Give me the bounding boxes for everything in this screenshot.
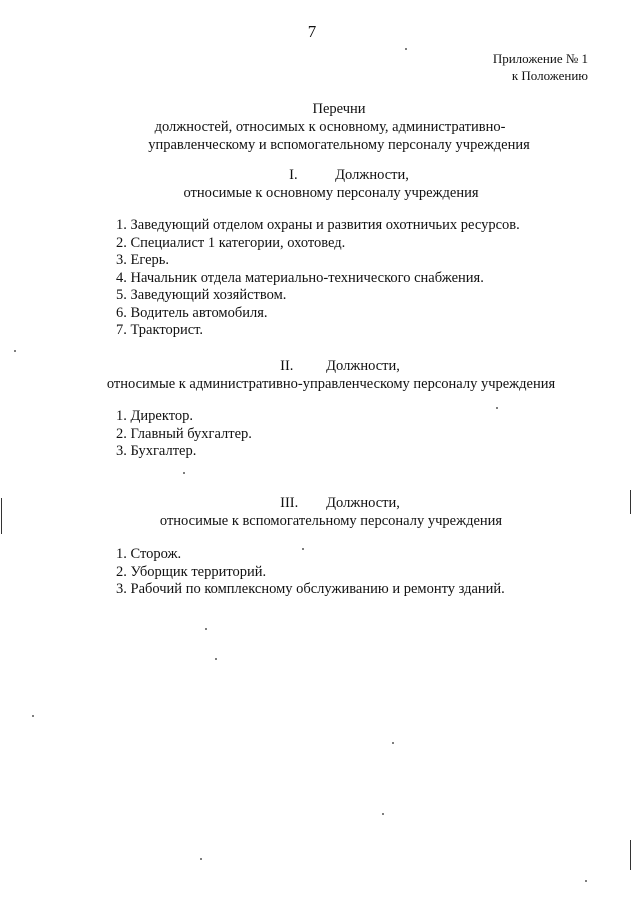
scan-edge-mark [630, 840, 631, 870]
appendix-line-2: к Положению [511, 68, 588, 83]
list-item: 3. Егерь. [116, 252, 170, 268]
scan-speck [200, 858, 202, 860]
list-item: 1. Сторож. [116, 546, 182, 562]
scan-speck [215, 658, 217, 660]
scan-speck [496, 407, 498, 409]
section-3-roman: III. [280, 495, 299, 511]
scan-speck [14, 350, 16, 352]
section-2-title: Должности, [326, 358, 400, 374]
appendix-reference [493, 50, 588, 84]
scan-edge-mark [1, 498, 2, 534]
page-number: 7 [307, 22, 317, 41]
scan-edge-mark [630, 490, 631, 514]
title-line-3: управленческому и вспомогательному персоналу учреждения [148, 137, 530, 153]
section-1-subtitle: относимые к основному персоналу учреждения [183, 185, 479, 201]
section-2-heading [0, 357, 640, 393]
list-item: 2. Главный бухгалтер. [116, 425, 252, 442]
list-item: 1. Директор. [116, 408, 193, 424]
section-3-heading [0, 494, 640, 530]
appendix-line-1: Приложение № 1 [492, 51, 588, 66]
list-item: 4. Начальник отдела материально-технического снабжения. [116, 269, 484, 286]
section-2-list [116, 408, 252, 461]
list-item: 7. Тракторист. [116, 322, 204, 338]
scan-speck [205, 628, 207, 630]
section-3-subtitle: относимые к вспомогательному персоналу учреждения [159, 513, 503, 529]
scan-speck [585, 880, 587, 882]
list-item: 2. Уборщик территорий. [116, 563, 267, 580]
scan-speck [382, 813, 384, 815]
section-3-list [116, 546, 505, 599]
scan-speck [392, 742, 394, 744]
section-1-roman: I. [289, 167, 298, 183]
list-item: 3. Бухгалтер. [116, 443, 197, 459]
scan-speck [405, 48, 407, 50]
scan-speck [32, 715, 34, 717]
section-2-roman: II. [280, 358, 294, 374]
list-item: 6. Водитель автомобиля. [116, 304, 268, 321]
section-1-title: Должности, [335, 167, 409, 183]
section-3-title: Должности, [326, 495, 400, 511]
title-line-2: должностей, относимых к основному, административно- [154, 119, 506, 135]
list-item: 1. Заведующий отделом охраны и развития охотничьих ресурсов. [116, 217, 520, 233]
section-1-list [116, 217, 520, 340]
list-item: 5. Заведующий хозяйством. [116, 287, 287, 303]
list-item: 3. Рабочий по комплексному обслуживанию и ремонту зданий. [116, 581, 505, 597]
section-1-heading [0, 166, 640, 202]
document-title [0, 100, 640, 154]
title-line-1: Перечни [312, 101, 366, 117]
scan-speck [183, 472, 185, 474]
section-2-subtitle: относимые к административно-управленческому персоналу учреждения [106, 376, 556, 392]
scan-speck [302, 548, 304, 550]
list-item: 2. Специалист 1 категории, охотовед. [116, 234, 346, 251]
